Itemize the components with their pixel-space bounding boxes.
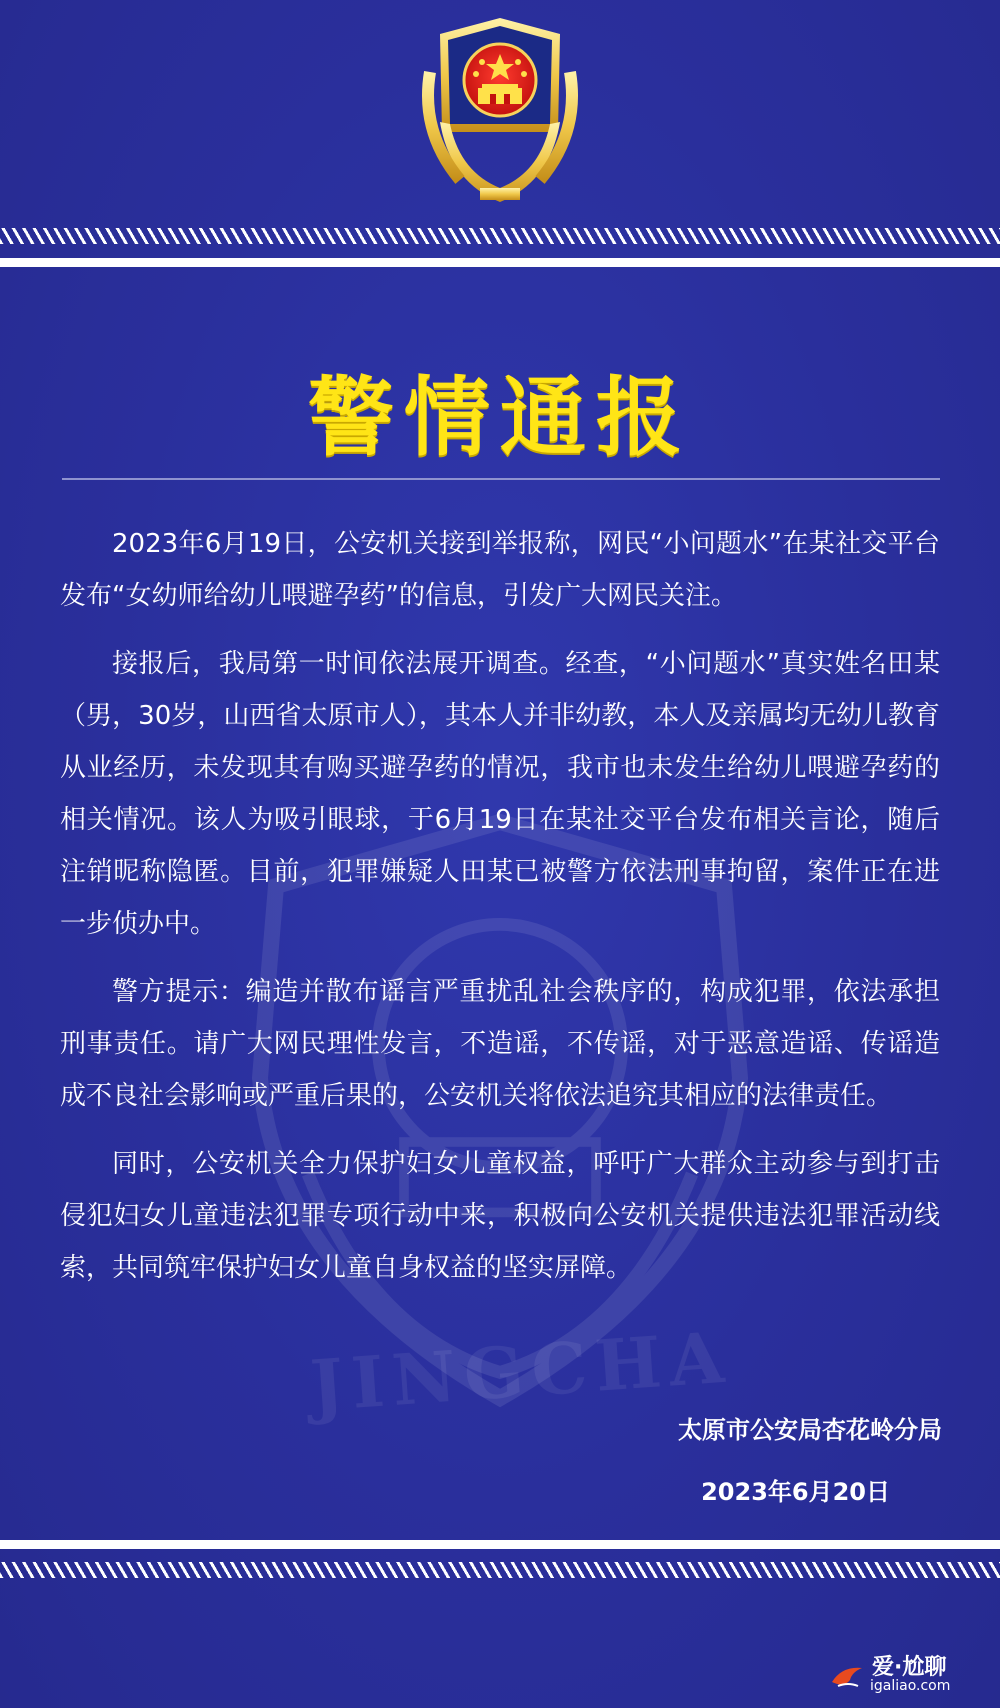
site-url: igaliao.com — [870, 1678, 951, 1694]
title-divider — [62, 478, 940, 480]
watermark-text: JINGCHA — [307, 1315, 735, 1428]
bird-logo-icon — [828, 1656, 868, 1696]
notice-body — [60, 518, 940, 1310]
police-emblem-icon — [400, 12, 600, 212]
issue-date: 2023年6月20日 — [701, 1478, 890, 1506]
site-name: 爱·尬聊 — [872, 1655, 947, 1680]
site-watermark — [822, 1650, 992, 1700]
paragraph: 接报后，我局第一时间依法展开调查。经查，“小问题水”真实姓名田某（男，30岁，山西省太原市人），其本人并非幼教，本人及亲属均无幼儿教育从业经历，未发现其有购买避孕药的情况，我市也未发生给幼儿喂避孕药的相关情况。该人为吸引眼球，于6月19日在某社交平台发布相关言论，随后注销昵称隐匿。目前，犯罪嫌疑人田某已被警方依法刑事拘留，案件正在进一步侦办中。 — [60, 649, 940, 939]
paragraph: 警方提示：编造并散布谣言严重扰乱社会秩序的，构成犯罪，依法承担刑事责任。请广大网民理性发言，不造谣，不传谣，对于恶意造谣、传谣造成不良社会影响或严重后果的，公安机关将依法追究其相应的法律责任。 — [60, 977, 940, 1111]
signature: 太原市公安局杏花岭分局 — [678, 1416, 942, 1444]
paragraph: 同时，公安机关全力保护妇女儿童权益，呼吁广大群众主动参与到打击侵犯妇女儿童违法犯罪专项行动中来，积极向公安机关提供违法犯罪活动线索，共同筑牢保护妇女儿童自身权益的坚实屏障。 — [60, 1149, 940, 1283]
top-decorative-band — [0, 228, 1000, 272]
paragraph: 2023年6月19日，公安机关接到举报称，网民“小问题水”在某社交平台发布“女幼师给幼儿喂避孕药”的信息，引发广大网民关注。 — [60, 529, 940, 611]
page-title: 警情通报 — [308, 368, 692, 468]
bottom-decorative-band — [0, 1540, 1000, 1584]
